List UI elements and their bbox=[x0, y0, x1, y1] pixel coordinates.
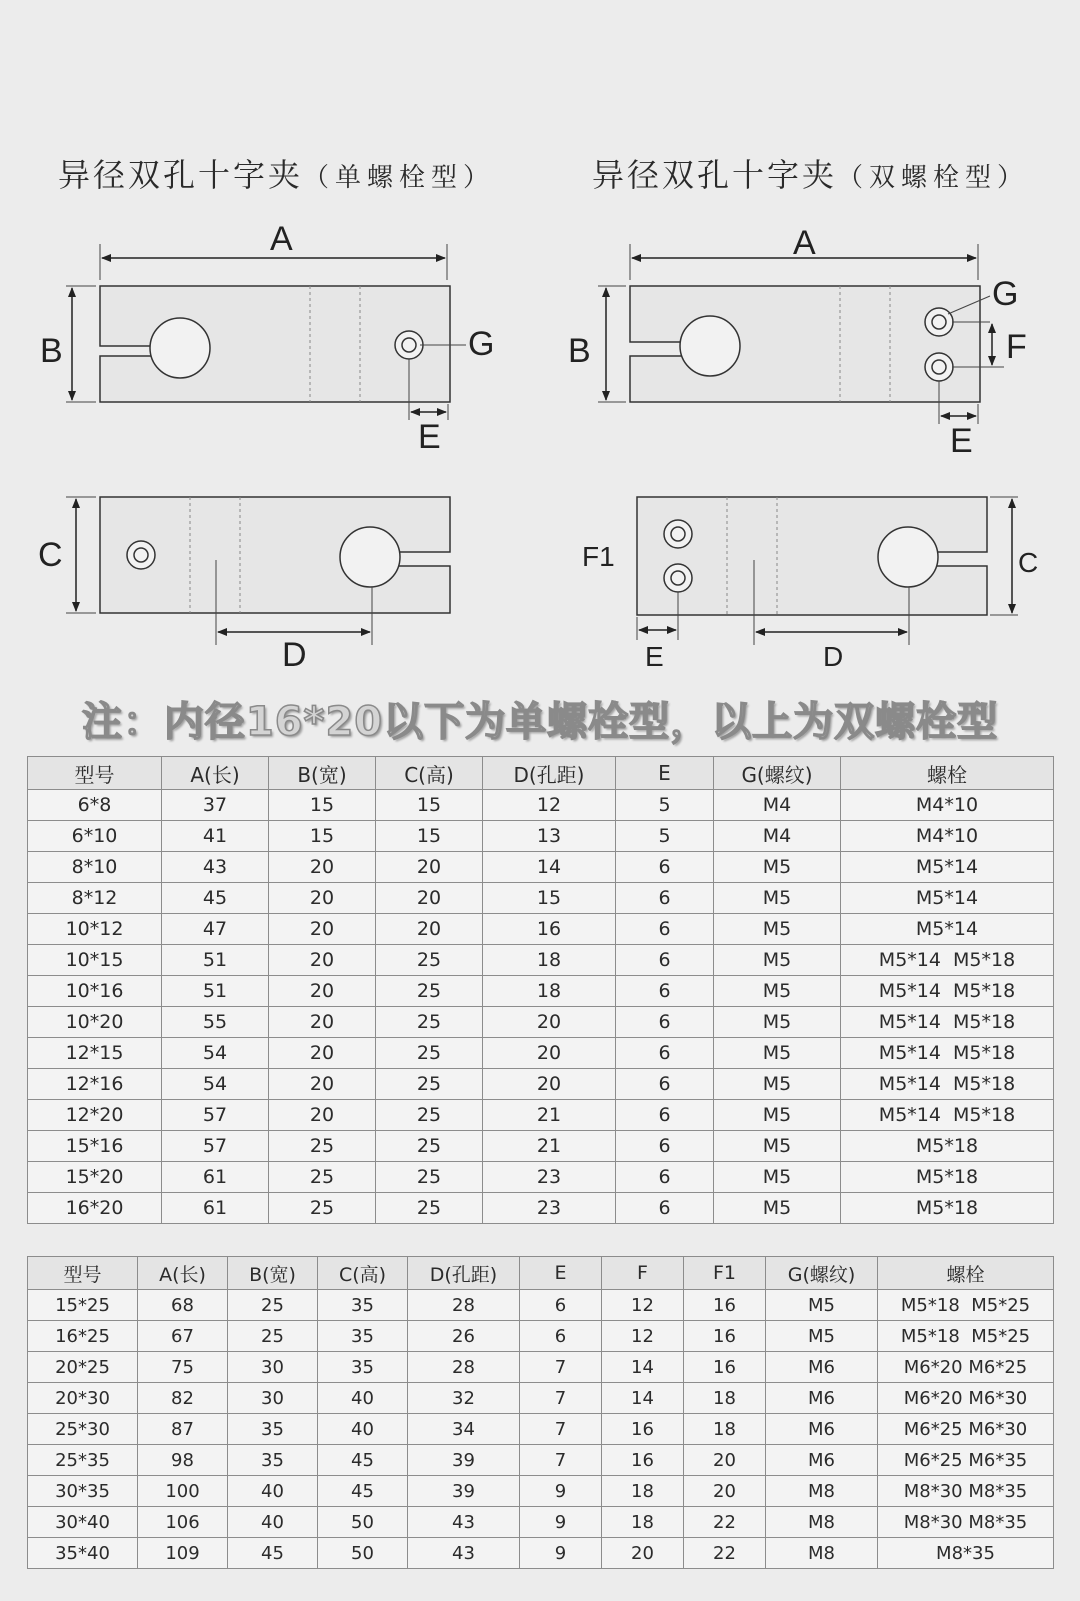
double-bolt-spec-table bbox=[27, 1256, 1054, 1569]
left-top-view bbox=[40, 220, 494, 456]
table-cell: 25 bbox=[376, 1007, 483, 1038]
table-row bbox=[28, 1352, 1054, 1383]
table-cell: 25 bbox=[269, 1131, 376, 1162]
table-cell: 28 bbox=[408, 1290, 520, 1321]
table-cell: M5*14 M5*18 bbox=[841, 1007, 1054, 1038]
column-header: B(宽) bbox=[228, 1257, 318, 1290]
table-cell: 16 bbox=[684, 1290, 766, 1321]
table-cell: 20 bbox=[269, 883, 376, 914]
label-e: E bbox=[418, 418, 441, 456]
table-row bbox=[28, 1445, 1054, 1476]
table-cell: M6*20 M6*30 bbox=[878, 1383, 1054, 1414]
table-cell: M5 bbox=[714, 852, 841, 883]
label-b: B bbox=[40, 332, 63, 370]
table-cell: M5 bbox=[714, 1100, 841, 1131]
column-header: 型号 bbox=[28, 757, 162, 790]
table-cell: 41 bbox=[162, 821, 269, 852]
table-cell: 82 bbox=[138, 1383, 228, 1414]
column-header: A(长) bbox=[162, 757, 269, 790]
table-cell: M8 bbox=[766, 1507, 878, 1538]
table-cell: 9 bbox=[520, 1538, 602, 1569]
table-cell: 25 bbox=[376, 1069, 483, 1100]
bore-hole bbox=[878, 527, 938, 587]
table-cell: 30*40 bbox=[28, 1507, 138, 1538]
table-cell: M5*18 bbox=[841, 1131, 1054, 1162]
table-cell: 15*25 bbox=[28, 1290, 138, 1321]
title-main: 异径双孔十字夹 bbox=[58, 156, 304, 194]
table-cell: 15*20 bbox=[28, 1162, 162, 1193]
table-cell: M5*14 M5*18 bbox=[841, 976, 1054, 1007]
table-cell: M5*18 bbox=[841, 1162, 1054, 1193]
column-header: C(高) bbox=[376, 757, 483, 790]
right-top-view bbox=[568, 224, 1027, 460]
table-cell: 20 bbox=[376, 883, 483, 914]
table-cell: 75 bbox=[138, 1352, 228, 1383]
table-cell: 5 bbox=[616, 821, 714, 852]
table-cell: 28 bbox=[408, 1352, 520, 1383]
table-cell: 25 bbox=[376, 1131, 483, 1162]
note-text: 注：内径16*20以下为单螺栓型，以上为双螺栓型 bbox=[81, 699, 999, 745]
bore-hole bbox=[340, 527, 400, 587]
table-cell: M4 bbox=[714, 790, 841, 821]
table-cell: 6 bbox=[616, 1069, 714, 1100]
technical-drawings bbox=[0, 0, 1080, 680]
table-cell: 20 bbox=[269, 1007, 376, 1038]
table-cell: 40 bbox=[318, 1414, 408, 1445]
column-header: E bbox=[616, 757, 714, 790]
table-cell: 35 bbox=[318, 1321, 408, 1352]
table-cell: 16 bbox=[684, 1352, 766, 1383]
table-cell: 25 bbox=[269, 1162, 376, 1193]
table-cell: 39 bbox=[408, 1476, 520, 1507]
table-cell: 37 bbox=[162, 790, 269, 821]
table-cell: 87 bbox=[138, 1414, 228, 1445]
table-cell: 18 bbox=[684, 1414, 766, 1445]
table-row bbox=[28, 1100, 1054, 1131]
column-header: F1 bbox=[684, 1257, 766, 1290]
table-cell: 100 bbox=[138, 1476, 228, 1507]
table-cell: 20 bbox=[269, 914, 376, 945]
table-cell: M5 bbox=[714, 1162, 841, 1193]
title-paren: （双螺栓型） bbox=[837, 163, 1030, 193]
table-cell: M5*14 bbox=[841, 914, 1054, 945]
table-cell: 67 bbox=[138, 1321, 228, 1352]
column-header: 螺栓 bbox=[841, 757, 1054, 790]
table-cell: 22 bbox=[684, 1538, 766, 1569]
column-header: 螺栓 bbox=[878, 1257, 1054, 1290]
table-cell: 109 bbox=[138, 1538, 228, 1569]
table-cell: 14 bbox=[483, 852, 616, 883]
table-cell: 34 bbox=[408, 1414, 520, 1445]
table-cell: 9 bbox=[520, 1476, 602, 1507]
table-cell: M5*14 bbox=[841, 852, 1054, 883]
table-cell: 20 bbox=[269, 1069, 376, 1100]
table-cell: 25 bbox=[228, 1290, 318, 1321]
column-header: 型号 bbox=[28, 1257, 138, 1290]
table-cell: 40 bbox=[228, 1476, 318, 1507]
table-cell: M5 bbox=[714, 1007, 841, 1038]
table-cell: 50 bbox=[318, 1507, 408, 1538]
table-cell: 12*16 bbox=[28, 1069, 162, 1100]
table-cell: M5 bbox=[714, 883, 841, 914]
label-d: D bbox=[282, 636, 307, 674]
table-cell: M5*18 bbox=[841, 1193, 1054, 1224]
table-cell: 7 bbox=[520, 1414, 602, 1445]
table-cell: 15 bbox=[483, 883, 616, 914]
bore-hole bbox=[150, 318, 210, 378]
table-cell: 43 bbox=[162, 852, 269, 883]
table-cell: 54 bbox=[162, 1038, 269, 1069]
table-cell: M5*14 M5*18 bbox=[841, 945, 1054, 976]
label-f: F bbox=[1006, 328, 1027, 366]
table-row bbox=[28, 976, 1054, 1007]
table-cell: 54 bbox=[162, 1069, 269, 1100]
table-row bbox=[28, 1507, 1054, 1538]
table-cell: 20 bbox=[269, 852, 376, 883]
table-cell: M5*18 M5*25 bbox=[878, 1290, 1054, 1321]
column-header: F bbox=[602, 1257, 684, 1290]
table-cell: 14 bbox=[602, 1383, 684, 1414]
title-paren: （单螺栓型） bbox=[303, 163, 496, 193]
table-cell: 30 bbox=[228, 1383, 318, 1414]
table-cell: M6 bbox=[766, 1383, 878, 1414]
table-row bbox=[28, 945, 1054, 976]
column-header: A(长) bbox=[138, 1257, 228, 1290]
table-cell: 7 bbox=[520, 1383, 602, 1414]
label-d: D bbox=[823, 641, 844, 672]
table-cell: 7 bbox=[520, 1352, 602, 1383]
label-b: B bbox=[568, 332, 591, 370]
table-row bbox=[28, 821, 1054, 852]
table-cell: M8*30 M8*35 bbox=[878, 1507, 1054, 1538]
table-cell: 15*16 bbox=[28, 1131, 162, 1162]
table-cell: 15 bbox=[376, 790, 483, 821]
table-cell: 45 bbox=[228, 1538, 318, 1569]
table-cell: 12 bbox=[483, 790, 616, 821]
table-cell: 15 bbox=[376, 821, 483, 852]
label-e: E bbox=[950, 422, 973, 460]
table-cell: 68 bbox=[138, 1290, 228, 1321]
table-cell: M5*14 M5*18 bbox=[841, 1100, 1054, 1131]
table-cell: M5 bbox=[714, 914, 841, 945]
table-cell: M5 bbox=[714, 976, 841, 1007]
table-cell: 20 bbox=[483, 1069, 616, 1100]
table-cell: 9 bbox=[520, 1507, 602, 1538]
table-cell: 106 bbox=[138, 1507, 228, 1538]
table-cell: 8*10 bbox=[28, 852, 162, 883]
table-cell: 20 bbox=[602, 1538, 684, 1569]
table-cell: 25 bbox=[228, 1321, 318, 1352]
table-row bbox=[28, 1414, 1054, 1445]
table-cell: 20 bbox=[269, 976, 376, 1007]
table-cell: M5*14 M5*18 bbox=[841, 1038, 1054, 1069]
table-cell: 12*15 bbox=[28, 1038, 162, 1069]
table-cell: 15 bbox=[269, 790, 376, 821]
table-cell: M5 bbox=[714, 1193, 841, 1224]
column-header: G(螺纹) bbox=[766, 1257, 878, 1290]
column-header: D(孔距) bbox=[408, 1257, 520, 1290]
table-cell: M5 bbox=[714, 1131, 841, 1162]
left-bottom-view bbox=[38, 497, 450, 674]
column-header: E bbox=[520, 1257, 602, 1290]
table-cell: 20 bbox=[684, 1445, 766, 1476]
label-c: C bbox=[1018, 547, 1039, 578]
table-header-row bbox=[28, 757, 1054, 790]
table-cell: 18 bbox=[483, 945, 616, 976]
table-cell: 35 bbox=[228, 1445, 318, 1476]
table-cell: M5 bbox=[766, 1290, 878, 1321]
table-cell: 25 bbox=[376, 945, 483, 976]
label-g: G bbox=[468, 325, 495, 363]
table-cell: 50 bbox=[318, 1538, 408, 1569]
table-cell: M8 bbox=[766, 1476, 878, 1507]
table-cell: 6*8 bbox=[28, 790, 162, 821]
table-cell: 20 bbox=[483, 1038, 616, 1069]
table-cell: M8*35 bbox=[878, 1538, 1054, 1569]
table-cell: 35*40 bbox=[28, 1538, 138, 1569]
table-cell: 10*16 bbox=[28, 976, 162, 1007]
label-a: A bbox=[270, 220, 293, 258]
table-cell: 39 bbox=[408, 1445, 520, 1476]
table-cell: 43 bbox=[408, 1507, 520, 1538]
table-cell: 26 bbox=[408, 1321, 520, 1352]
table-cell: 8*12 bbox=[28, 883, 162, 914]
table-cell: 10*20 bbox=[28, 1007, 162, 1038]
table-cell: 12*20 bbox=[28, 1100, 162, 1131]
table-cell: 16*20 bbox=[28, 1193, 162, 1224]
title-main: 异径双孔十字夹 bbox=[592, 156, 838, 194]
table-header-row bbox=[28, 1257, 1054, 1290]
table-cell: M6 bbox=[766, 1352, 878, 1383]
single-bolt-spec-table bbox=[27, 756, 1054, 1224]
table-cell: 35 bbox=[318, 1290, 408, 1321]
table-cell: 20*30 bbox=[28, 1383, 138, 1414]
table-cell: 20 bbox=[483, 1007, 616, 1038]
table-cell: 16 bbox=[602, 1414, 684, 1445]
right-bottom-view bbox=[582, 497, 1038, 672]
table-cell: 61 bbox=[162, 1193, 269, 1224]
table-cell: 25 bbox=[376, 1162, 483, 1193]
table-cell: 35 bbox=[318, 1352, 408, 1383]
table-cell: 25 bbox=[376, 976, 483, 1007]
table-cell: 6 bbox=[616, 976, 714, 1007]
table-row bbox=[28, 1290, 1054, 1321]
table-cell: 20 bbox=[376, 852, 483, 883]
table-cell: 12 bbox=[602, 1321, 684, 1352]
table-cell: 20 bbox=[269, 1100, 376, 1131]
table-row bbox=[28, 1007, 1054, 1038]
table-cell: M8 bbox=[766, 1538, 878, 1569]
table-cell: 21 bbox=[483, 1131, 616, 1162]
table-row bbox=[28, 1038, 1054, 1069]
table-cell: 21 bbox=[483, 1100, 616, 1131]
table-cell: 57 bbox=[162, 1131, 269, 1162]
table-cell: 25 bbox=[376, 1193, 483, 1224]
table-cell: 14 bbox=[602, 1352, 684, 1383]
table-cell: M4*10 bbox=[841, 790, 1054, 821]
column-header: C(高) bbox=[318, 1257, 408, 1290]
table-cell: 6 bbox=[616, 1193, 714, 1224]
table-cell: 25 bbox=[376, 1038, 483, 1069]
table-cell: 12 bbox=[602, 1290, 684, 1321]
table-cell: 61 bbox=[162, 1162, 269, 1193]
label-c: C bbox=[38, 536, 63, 574]
label-g: G bbox=[992, 275, 1019, 313]
table-cell: 6 bbox=[520, 1290, 602, 1321]
table-cell: 16 bbox=[483, 914, 616, 945]
table-cell: 7 bbox=[520, 1445, 602, 1476]
table-cell: 30 bbox=[228, 1352, 318, 1383]
table-cell: 18 bbox=[684, 1383, 766, 1414]
table-cell: 15 bbox=[269, 821, 376, 852]
table-cell: 20 bbox=[269, 1038, 376, 1069]
table-cell: 98 bbox=[138, 1445, 228, 1476]
label-a: A bbox=[793, 224, 816, 262]
table-cell: 25*35 bbox=[28, 1445, 138, 1476]
table-cell: M6*25 M6*35 bbox=[878, 1445, 1054, 1476]
label-f1: F1 bbox=[582, 541, 615, 572]
table-row bbox=[28, 1383, 1054, 1414]
table-cell: 30*35 bbox=[28, 1476, 138, 1507]
table-cell: 6 bbox=[616, 1162, 714, 1193]
table-cell: 10*15 bbox=[28, 945, 162, 976]
table-cell: 6*10 bbox=[28, 821, 162, 852]
table-cell: 45 bbox=[162, 883, 269, 914]
table-cell: 6 bbox=[520, 1321, 602, 1352]
table-cell: 43 bbox=[408, 1538, 520, 1569]
table-row bbox=[28, 1131, 1054, 1162]
table-row bbox=[28, 1476, 1054, 1507]
label-e: E bbox=[645, 641, 664, 672]
table-cell: M4*10 bbox=[841, 821, 1054, 852]
table-cell: 6 bbox=[616, 1038, 714, 1069]
table-cell: M6 bbox=[766, 1445, 878, 1476]
table-cell: 25*30 bbox=[28, 1414, 138, 1445]
table-cell: 57 bbox=[162, 1100, 269, 1131]
column-header: G(螺纹) bbox=[714, 757, 841, 790]
table-cell: 6 bbox=[616, 1131, 714, 1162]
table-cell: 6 bbox=[616, 914, 714, 945]
column-header: B(宽) bbox=[269, 757, 376, 790]
table-row bbox=[28, 914, 1054, 945]
table-cell: M5 bbox=[714, 1069, 841, 1100]
table-cell: 45 bbox=[318, 1445, 408, 1476]
table-cell: 16 bbox=[684, 1321, 766, 1352]
table-cell: 25 bbox=[376, 1100, 483, 1131]
table-row bbox=[28, 883, 1054, 914]
table-cell: 18 bbox=[483, 976, 616, 1007]
table-row bbox=[28, 790, 1054, 821]
table-cell: 25 bbox=[269, 1193, 376, 1224]
table-cell: M5 bbox=[766, 1321, 878, 1352]
table-cell: 20 bbox=[376, 914, 483, 945]
table-cell: M5*14 bbox=[841, 883, 1054, 914]
table-cell: 20 bbox=[269, 945, 376, 976]
table-cell: M6*25 M6*30 bbox=[878, 1414, 1054, 1445]
table-cell: 55 bbox=[162, 1007, 269, 1038]
table-cell: 16 bbox=[602, 1445, 684, 1476]
table-row bbox=[28, 1193, 1054, 1224]
table-cell: M8*30 M8*35 bbox=[878, 1476, 1054, 1507]
table-cell: 20 bbox=[684, 1476, 766, 1507]
table-cell: 40 bbox=[228, 1507, 318, 1538]
table-cell: 40 bbox=[318, 1383, 408, 1414]
table-cell: 6 bbox=[616, 883, 714, 914]
table-row bbox=[28, 1162, 1054, 1193]
table-cell: 5 bbox=[616, 790, 714, 821]
table-cell: 51 bbox=[162, 945, 269, 976]
table-cell: 6 bbox=[616, 852, 714, 883]
table-cell: 6 bbox=[616, 945, 714, 976]
table-cell: 6 bbox=[616, 1007, 714, 1038]
table-cell: 20*25 bbox=[28, 1352, 138, 1383]
table-cell: 23 bbox=[483, 1162, 616, 1193]
table-cell: 23 bbox=[483, 1193, 616, 1224]
table-cell: 6 bbox=[616, 1100, 714, 1131]
table-cell: 51 bbox=[162, 976, 269, 1007]
table-cell: M5 bbox=[714, 1038, 841, 1069]
table-cell: M5 bbox=[714, 945, 841, 976]
table-cell: 47 bbox=[162, 914, 269, 945]
column-header: D(孔距) bbox=[483, 757, 616, 790]
table-cell: 13 bbox=[483, 821, 616, 852]
table-cell: 35 bbox=[228, 1414, 318, 1445]
table-cell: 32 bbox=[408, 1383, 520, 1414]
table-cell: M5*18 M5*25 bbox=[878, 1321, 1054, 1352]
table-cell: 45 bbox=[318, 1476, 408, 1507]
table-row bbox=[28, 1321, 1054, 1352]
table-cell: M4 bbox=[714, 821, 841, 852]
table-row bbox=[28, 1069, 1054, 1100]
table-cell: 22 bbox=[684, 1507, 766, 1538]
table-row bbox=[28, 852, 1054, 883]
table-cell: 18 bbox=[602, 1476, 684, 1507]
table-cell: 10*12 bbox=[28, 914, 162, 945]
table-cell: M5*14 M5*18 bbox=[841, 1069, 1054, 1100]
table-cell: M6 bbox=[766, 1414, 878, 1445]
bore-hole bbox=[680, 316, 740, 376]
table-row bbox=[28, 1538, 1054, 1569]
table-cell: M6*20 M6*25 bbox=[878, 1352, 1054, 1383]
table-cell: 18 bbox=[602, 1507, 684, 1538]
table-cell: 16*25 bbox=[28, 1321, 138, 1352]
